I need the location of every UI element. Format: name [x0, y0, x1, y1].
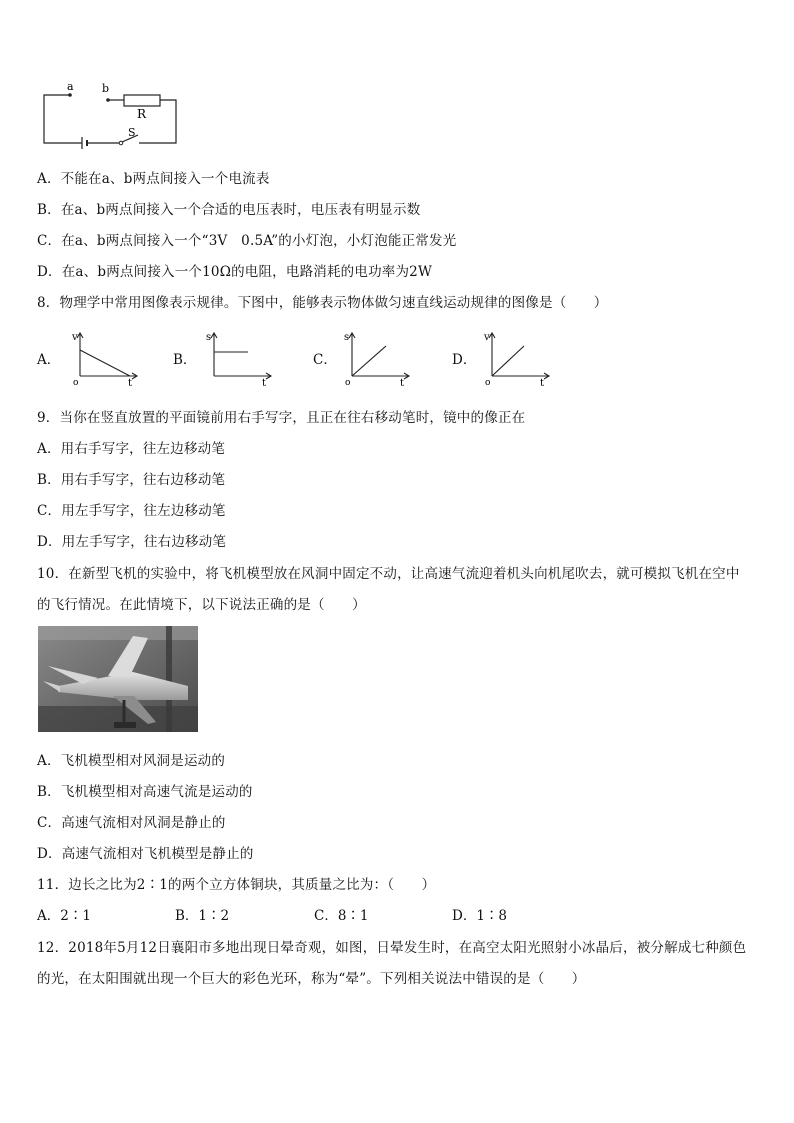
label-b: b — [102, 82, 110, 95]
q8-c-x-label: t — [400, 378, 405, 388]
q8-letter-b: B． — [173, 352, 197, 368]
q7-option-a: A．不能在a、b两点间接入一个电流表 — [37, 171, 270, 187]
q10-question-line1: 10．在新型飞机的实验中，将飞机模型放在风洞中固定不动，让高速气流迎着机头向机尾吹去，就可模拟飞机在空中 — [37, 566, 740, 582]
q12-question-line2: 的光，在太阳围就出现一个巨大的彩色光环，称为“晕”。下列相关说法中错误的是（ ） — [37, 971, 586, 987]
label-r: R — [137, 107, 147, 121]
q8-letter-d: D． — [452, 352, 477, 368]
label-a: a — [67, 80, 74, 93]
q11-option-c: C．8∶1 — [314, 908, 369, 924]
q8-graph-d — [478, 328, 554, 388]
q7-option-b: B．在a、b两点间接入一个合适的电压表时，电压表有明显示数 — [37, 202, 421, 218]
q10-option-c: C．高速气流相对风洞是静止的 — [37, 815, 226, 831]
q11-option-d: D．1∶8 — [452, 908, 508, 924]
q8-c-origin: o — [345, 378, 351, 388]
q9-option-b: B．用右手写字，往右边移动笔 — [37, 472, 226, 488]
q10-option-a: A．飞机模型相对风洞是运动的 — [37, 753, 226, 769]
q7-option-d: D．在a、b两点间接入一个10Ω的电阻，电路消耗的电功率为2W — [37, 264, 433, 280]
q8-a-x-label: t — [128, 378, 133, 388]
q11-question: 11．边长之比为2∶1的两个立方体铜块，其质量之比为：（ ） — [37, 877, 436, 893]
q8-b-x-label: t — [262, 378, 267, 388]
terminal-a — [68, 93, 72, 97]
q9-option-a: A．用右手写字，往左边移动笔 — [37, 441, 226, 457]
q8-question: 8．物理学中常用图像表示规律。下图中，能够表示物体做匀速直线运动规律的图像是（ ） — [37, 295, 608, 311]
q10-option-b: B．飞机模型相对高速气流是运动的 — [37, 784, 253, 800]
q8-d-y-label: v — [484, 332, 490, 343]
q10-option-d: D．高速气流相对飞机模型是静止的 — [37, 846, 254, 862]
q8-d-x-label: t — [540, 378, 545, 388]
q9-option-d: D．用左手写字，往右边移动笔 — [37, 534, 227, 550]
q8-graph-c — [338, 328, 414, 388]
q8-d-origin: o — [485, 378, 491, 388]
q8-letter-a: A． — [37, 352, 61, 368]
q11-option-b: B．1∶2 — [175, 908, 230, 924]
q8-a-y-label: v — [72, 332, 78, 343]
q12-question-line1: 12．2018年5月12日襄阳市多地出现日晕奇观，如图，日晕发生时，在高空太阳光照射小冰晶后，被分解成七种颜色 — [37, 940, 747, 956]
q9-question: 9．当你在竖直放置的平面镜前用右手写字，且正在往右移动笔时，镜中的像正在 — [37, 410, 526, 426]
q9-option-c: C．用左手写字，往左边移动笔 — [37, 503, 226, 519]
q8-graph-b — [200, 328, 276, 388]
q7-option-c: C．在a、b两点间接入一个“3V 0.5A”的小灯泡，小灯泡能正常发光 — [37, 233, 457, 249]
wind-tunnel-photo — [38, 626, 198, 732]
q8-c-y-label: s — [344, 332, 350, 343]
q8-a-origin: o — [73, 378, 79, 388]
terminal-b — [106, 98, 110, 102]
q8-letter-c: C． — [313, 352, 337, 368]
q11-options — [0, 904, 794, 924]
q10-question-line2: 的飞行情况。在此情境下，以下说法正确的是（ ） — [37, 597, 366, 613]
circuit-diagram — [38, 80, 188, 150]
q8-graph-a — [66, 328, 142, 388]
q8-b-y-label: s — [206, 332, 212, 343]
label-s: S — [128, 126, 136, 139]
q11-option-a: A．2∶1 — [37, 908, 91, 924]
